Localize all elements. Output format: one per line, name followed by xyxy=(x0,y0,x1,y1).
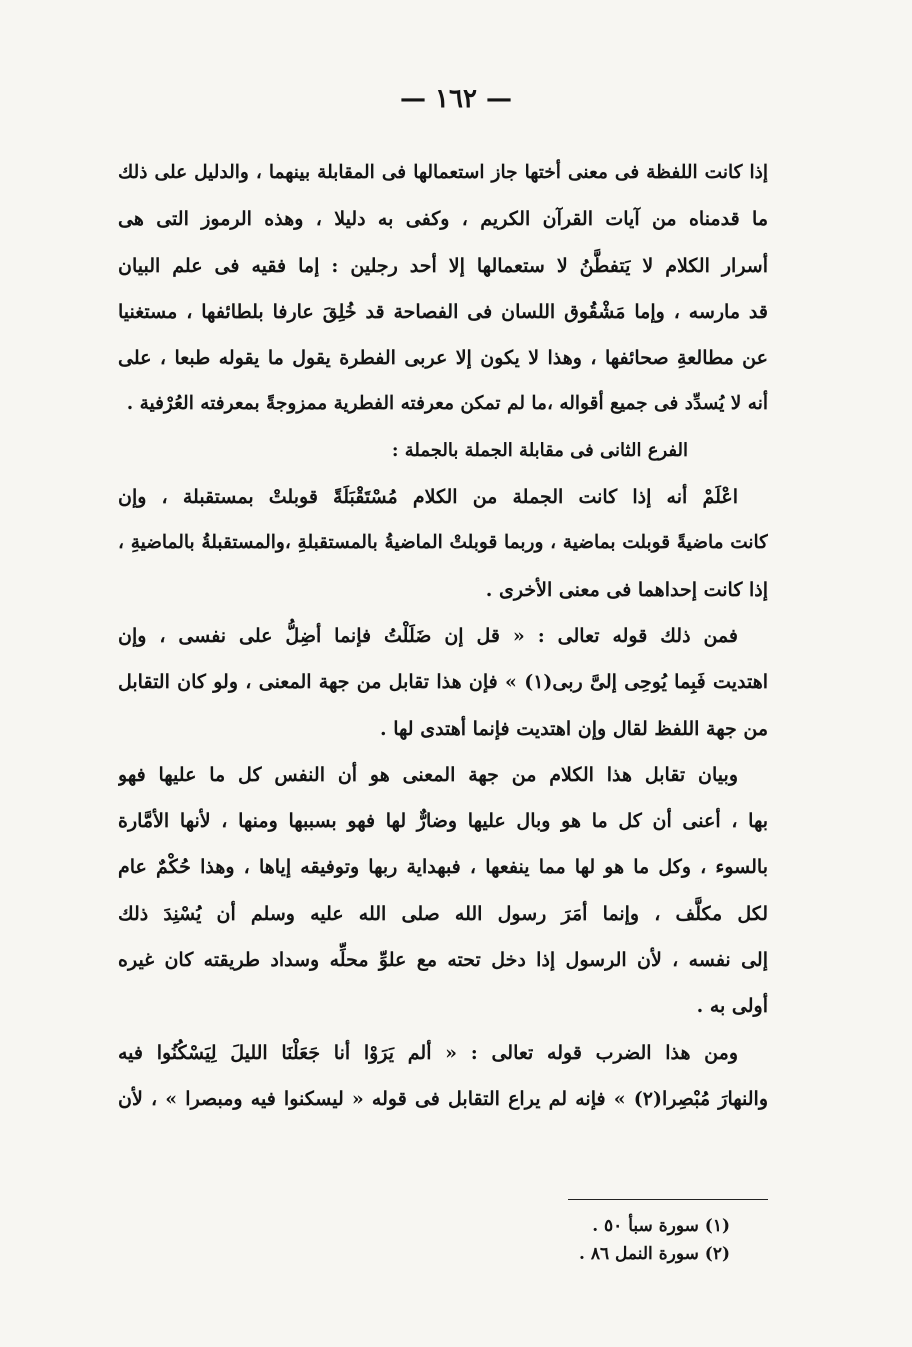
text-line: والنهارَ مُبْصِرا(٢) » فإنه لم يراع التقابل فى قوله « ليسكنوا فيه ومبصرا » ، لأن xyxy=(118,1087,768,1110)
body-text xyxy=(118,150,768,1122)
text-line: أنه لا يُسدِّد فى جميع أقواله ،ما لم تمكن معرفته الفطرية ممزوجةً بمعرفته العُرْفية . xyxy=(126,393,768,415)
text-line: عن مطالعةِ صحائفها ، وهذا لا يكون إلا عربى الفطرة يقول ما يقوله طبعا ، على xyxy=(118,347,768,370)
text-line: قد مارسه ، وإما مَشْقُوق اللسان فى الفصاحة قد خُلِقَ عارفا بلطائفها ، مستغنيا xyxy=(118,300,768,323)
footnote: (٢) سورة النمل ٨٦ . xyxy=(579,1244,730,1264)
text-line: إذا كانت اللفظة فى معنى أختها جاز استعمالها فى المقابلة بينهما ، والدليل على ذلك xyxy=(118,162,768,183)
text-line: إلى نفسه ، لأن الرسول إذا دخل تحته مع علوِّ محلِّه وسداد طريقته كان غيره xyxy=(118,949,768,972)
text-line: ما قدمناه من آيات القرآن الكريم ، وكفى به دليلا ، وهذه الرموز التى هى xyxy=(118,208,768,231)
text-line: اعْلَمْ أنه إذا كانت الجملة من الكلام مُسْتَقْبَلَةً قوبلتْ بمستقبلة ، وإن xyxy=(118,486,738,509)
text-line: لكل مكلَّف ، وإنما أمَرَ رسول الله صلى الله عليه وسلم أن يُسْنِدَ ذلك xyxy=(118,902,768,925)
text-line: فمن ذلك قوله تعالى : « قل إن ضَلَلْتُ فإنما أضِلُّ على نفسى ، وإن xyxy=(118,624,738,647)
footnote-divider xyxy=(568,1199,768,1200)
section-heading: الفرع الثانى فى مقابلة الجملة بالجملة : xyxy=(391,439,688,461)
text-line: كانت ماضيةً قوبلت بماضية ، وربما قوبلتْ الماضيةُ بالمستقبلةِ ،والمستقبلةُ بالماضيةِ ، xyxy=(118,532,768,554)
text-line: من جهة اللفظ لقال وإن اهتديت فإنما أهتدى لها . xyxy=(380,717,768,740)
text-line: إذا كانت إحداهما فى معنى الأخرى . xyxy=(485,578,768,601)
text-line: أولى به . xyxy=(696,995,768,1018)
text-line: أسرار الكلام لا يَتفطَّنُ لا ستعمالها إلا أحد رجلين : إما فقيه فى علم البيان xyxy=(118,254,768,277)
text-line: اهتديت فَبِما يُوحِى إلىَّ ربى(١) » فإن هذا تقابل من جهة المعنى ، ولو كان التقابل xyxy=(118,671,768,694)
text-line: وبيان تقابل هذا الكلام من جهة المعنى هو أن النفس كل ما عليها فهو xyxy=(118,763,738,786)
text-line: ومن هذا الضرب قوله تعالى : « ألم يَرَوْا أنا جَعَلْنَا الليلَ لِيَسْكُنُوا فيه xyxy=(118,1041,738,1064)
text-line: بها ، أعنى أن كل ما هو وبال عليها وضارٌّ لها فهو بسببها ومنها ، لأنها الأمَّارة xyxy=(118,810,768,833)
footnotes xyxy=(430,1212,730,1268)
page-number: — ١٦٢ — xyxy=(399,84,513,114)
footnote: (١) سورة سبأ ٥٠ . xyxy=(592,1216,730,1236)
text-line: بالسوء ، وكل ما هو لها مما ينفعها ، فبهداية ربها وتوفيقه إياها ، وهذا حُكْمٌ عام xyxy=(118,856,768,879)
